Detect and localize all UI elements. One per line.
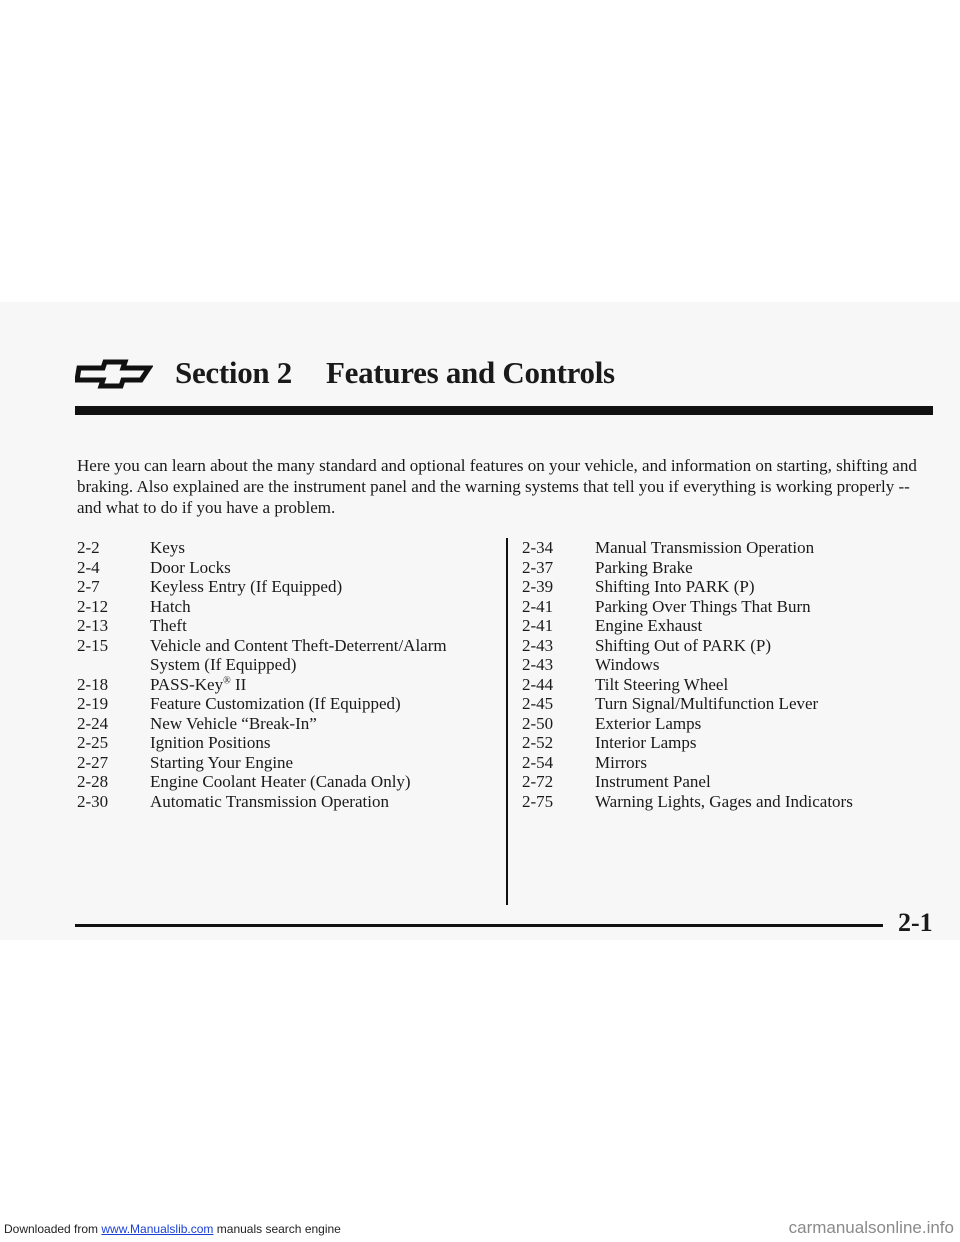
toc-label-text: Interior Lamps xyxy=(595,733,697,752)
toc-label xyxy=(150,792,482,812)
toc-label-text: Instrument Panel xyxy=(595,772,711,791)
toc-label xyxy=(150,558,482,578)
toc-entry xyxy=(77,753,482,773)
toc-label-text: Parking Brake xyxy=(595,557,693,577)
toc-page-number xyxy=(77,655,150,675)
toc-label-text: Vehicle and Content Theft-Deterrent/Alarm xyxy=(150,635,447,655)
toc-entry xyxy=(522,714,922,734)
toc-label xyxy=(595,792,922,812)
toc-page-number: 2-24 xyxy=(77,713,109,733)
toc-label-text: Manual Transmission Operation xyxy=(595,538,815,557)
toc-label-text: Engine Exhaust xyxy=(595,616,703,635)
toc-entry xyxy=(77,577,482,597)
toc-label-text: Feature Customization (If Equipped) xyxy=(150,694,401,713)
toc-page-number: 2-37 xyxy=(522,557,554,577)
toc-page-number: 2-44 xyxy=(522,674,554,694)
toc-page-number: 2-30 xyxy=(77,791,109,811)
toc-entry xyxy=(522,616,922,636)
toc-page-number: 2-52 xyxy=(522,733,554,752)
toc-entry xyxy=(77,597,482,617)
toc-entry xyxy=(522,792,922,812)
toc-label xyxy=(595,636,922,656)
toc-label-text: PASS-Key xyxy=(150,674,224,694)
toc-label xyxy=(150,538,482,558)
toc-label-text: Mirrors xyxy=(595,752,647,772)
toc-page-number: 2-19 xyxy=(77,694,109,713)
toc-entry xyxy=(77,714,482,734)
toc-label-text: Warning Lights, Gages and Indicators xyxy=(595,791,853,811)
toc-page-number: 2-75 xyxy=(522,791,554,811)
toc-page-number: 2-50 xyxy=(522,713,554,733)
toc-label xyxy=(150,577,482,597)
toc-label xyxy=(595,558,922,578)
toc-entry xyxy=(522,538,922,558)
toc-label xyxy=(150,733,482,753)
watermark: carmanualsonline.info xyxy=(788,1218,954,1237)
toc-label-text: Exterior Lamps xyxy=(595,713,702,733)
toc-entry xyxy=(77,772,482,792)
toc-entry xyxy=(77,558,482,578)
toc-entry xyxy=(522,577,922,597)
toc-page-number: 2-43 xyxy=(522,655,554,674)
page-number: 2-1 xyxy=(898,908,933,937)
toc-label xyxy=(595,655,922,675)
toc-label xyxy=(150,772,482,792)
toc-page-number: 2-41 xyxy=(522,616,554,635)
toc-page-number: 2-4 xyxy=(77,557,100,577)
toc-label-text: New Vehicle “Break-In” xyxy=(150,713,317,733)
toc-page-number: 2-2 xyxy=(77,538,100,557)
toc-page-number: 2-12 xyxy=(77,596,109,616)
toc-label xyxy=(150,636,482,656)
toc-label xyxy=(150,655,482,675)
toc-label-text: Shifting Out of PARK (P) xyxy=(595,635,772,655)
toc-label xyxy=(595,616,922,636)
toc-page-number: 2-27 xyxy=(77,752,109,772)
toc-entry xyxy=(522,636,922,656)
toc-entry xyxy=(522,694,922,714)
download-footer xyxy=(4,1222,341,1236)
toc-entry xyxy=(77,694,482,714)
toc-entry xyxy=(522,772,922,792)
toc-entry xyxy=(522,733,922,753)
toc-label xyxy=(595,577,922,597)
toc-entry xyxy=(522,753,922,773)
toc-label xyxy=(595,772,922,792)
toc-label-text: Parking Over Things That Burn xyxy=(595,596,811,616)
toc-page-number: 2-45 xyxy=(522,694,554,713)
column-divider xyxy=(506,538,508,905)
toc-label xyxy=(150,675,482,695)
toc-entry xyxy=(522,558,922,578)
toc-label xyxy=(595,694,922,714)
toc-label-text: Tilt Steering Wheel xyxy=(595,674,729,694)
toc-entry xyxy=(77,616,482,636)
toc-label xyxy=(150,694,482,714)
toc-page-number: 2-41 xyxy=(522,596,554,616)
toc-page-number: 2-34 xyxy=(522,538,554,557)
toc-label xyxy=(150,753,482,773)
toc-page-number: 2-7 xyxy=(77,577,100,596)
toc-label xyxy=(595,538,922,558)
toc-page-number: 2-18 xyxy=(77,674,109,694)
toc-label-text: Keys xyxy=(150,538,185,557)
toc-label xyxy=(150,714,482,734)
toc-label-text: Windows xyxy=(595,655,660,674)
toc-label-text: Door Locks xyxy=(150,557,231,577)
toc-entry xyxy=(77,636,482,656)
footer-rule xyxy=(75,924,883,927)
toc-label xyxy=(595,753,922,773)
section-header xyxy=(75,348,615,398)
registered-mark: ® xyxy=(223,674,231,686)
toc-page-number: 2-54 xyxy=(522,752,554,772)
toc-label-suffix: II xyxy=(230,674,247,694)
toc-page-number: 2-28 xyxy=(77,772,109,791)
manualslib-link[interactable]: www.Manualslib.com xyxy=(101,1222,214,1236)
toc-right-column xyxy=(522,538,922,811)
header-rule xyxy=(75,406,933,415)
toc-page-number: 2-15 xyxy=(77,635,109,655)
toc-entry xyxy=(77,733,482,753)
toc-page-number: 2-25 xyxy=(77,733,109,752)
toc-label xyxy=(595,714,922,734)
section-number: Section 2 xyxy=(175,355,292,390)
toc-label xyxy=(150,597,482,617)
toc-label-text: Automatic Transmission Operation xyxy=(150,791,389,811)
toc-page-number: 2-39 xyxy=(522,577,554,596)
toc-entry xyxy=(77,675,482,695)
toc-entry xyxy=(522,675,922,695)
toc-entry xyxy=(77,538,482,558)
toc-page-number: 2-43 xyxy=(522,635,554,655)
toc-label-text: System (If Equipped) xyxy=(150,655,297,674)
toc-label xyxy=(595,733,922,753)
chevrolet-bowtie-icon xyxy=(75,353,153,393)
section-name: Features and Controls xyxy=(326,355,615,390)
toc-label-text: Theft xyxy=(150,616,187,635)
toc-label xyxy=(595,597,922,617)
toc-label-text: Ignition Positions xyxy=(150,733,271,752)
toc-entry xyxy=(77,792,482,812)
toc-label-text: Starting Your Engine xyxy=(150,752,294,772)
toc-label xyxy=(150,616,482,636)
toc-label-text: Shifting Into PARK (P) xyxy=(595,577,755,596)
toc-entry xyxy=(522,597,922,617)
toc-entry xyxy=(522,655,922,675)
toc-label-text: Hatch xyxy=(150,596,191,616)
section-title xyxy=(175,355,615,391)
toc-page-number: 2-72 xyxy=(522,772,554,791)
toc-left-column xyxy=(77,538,482,811)
toc-entry xyxy=(77,655,482,675)
intro-paragraph: Here you can learn about the many standard and optional features on your vehicle, and information on starting, shifting and braking. Also explained are the instrument panel and the warning systems that tell you if everything is working properly -- and what to do if you have a problem. xyxy=(77,456,917,517)
toc-label-text: Turn Signal/Multifunction Lever xyxy=(595,694,819,713)
toc-label xyxy=(595,675,922,695)
toc-label-text: Keyless Entry (If Equipped) xyxy=(150,577,343,596)
toc-label-text: Engine Coolant Heater (Canada Only) xyxy=(150,772,411,791)
download-suffix: manuals search engine xyxy=(213,1222,341,1236)
download-prefix: Downloaded from xyxy=(4,1222,102,1236)
toc-page-number: 2-13 xyxy=(77,616,109,635)
